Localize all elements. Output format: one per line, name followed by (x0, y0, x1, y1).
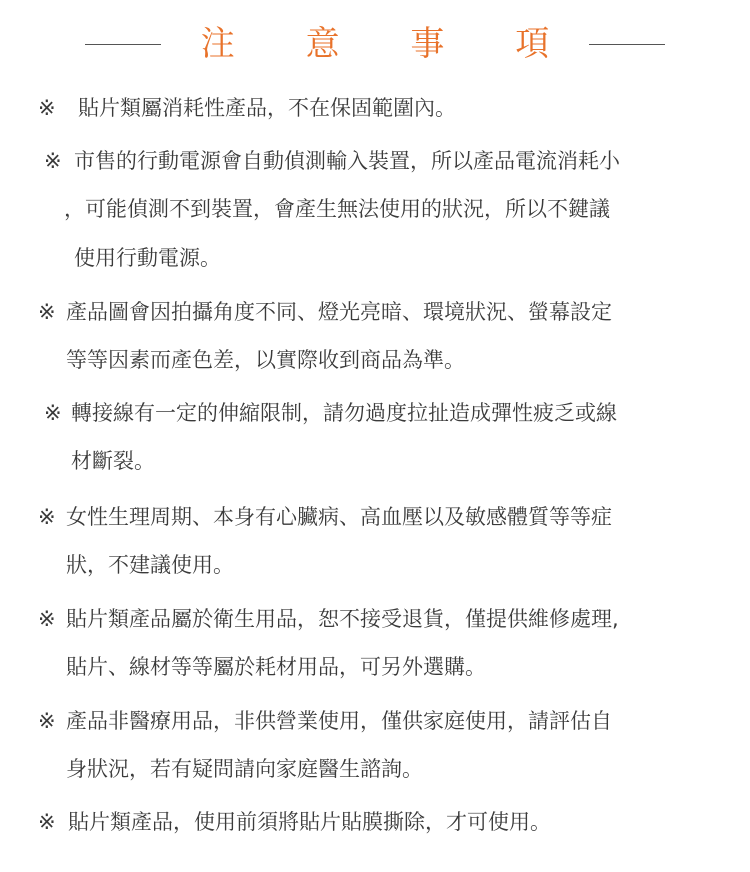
note-line: 材斷裂。 (71, 449, 155, 473)
note-line: 市售的行動電源會自動偵測輸入裝置，所以產品電流消耗小 (74, 149, 620, 173)
note-line: 貼片類屬消耗性產品，不在保固範圍內。 (78, 96, 456, 120)
note-line: 身狀況，若有疑問請向家庭醫生諮詢。 (66, 757, 423, 781)
note-mark: ※ (38, 810, 56, 834)
note-mark: ※ (38, 300, 56, 324)
note-line: 轉接線有一定的伸縮限制，請勿過度拉扯造成彈性疲乏或線 (71, 401, 617, 425)
note-mark: ※ (38, 607, 56, 631)
note-line: 狀，不建議使用。 (66, 553, 234, 577)
note-line: 產品圖會因拍攝角度不同、燈光亮暗、環境狀況、螢幕設定 (66, 300, 612, 324)
note-mark: ※ (38, 96, 56, 120)
note-mark: ※ (44, 401, 62, 425)
note-line: 產品非醫療用品，非供營業使用，僅供家庭使用，請評估自 (66, 709, 612, 733)
note-line: 貼片、線材等等屬於耗材用品，可另外選購。 (66, 655, 486, 679)
note-line: 女性生理周期、本身有心臟病、高血壓以及敏感體質等等症 (66, 505, 612, 529)
header-right-rule (589, 44, 665, 45)
note-mark: ※ (38, 709, 56, 733)
note-mark: ※ (44, 149, 62, 173)
note-line: 貼片類產品屬於衛生用品，恕不接受退貨，僅提供維修處理, (66, 607, 619, 631)
note-line: 貼片類產品，使用前須將貼片貼膜撕除，才可使用。 (68, 810, 551, 834)
note-mark: ※ (38, 505, 56, 529)
header-left-rule (85, 44, 161, 45)
page-title: 注 意 事 項 (200, 24, 580, 64)
notice-header (0, 18, 750, 70)
note-line: 使用行動電源。 (74, 246, 221, 270)
note-line: ，可能偵測不到裝置，會產生無法使用的狀況，所以不鍵議 (64, 197, 610, 221)
note-line: 等等因素而產色差，以實際收到商品為準。 (66, 348, 465, 372)
